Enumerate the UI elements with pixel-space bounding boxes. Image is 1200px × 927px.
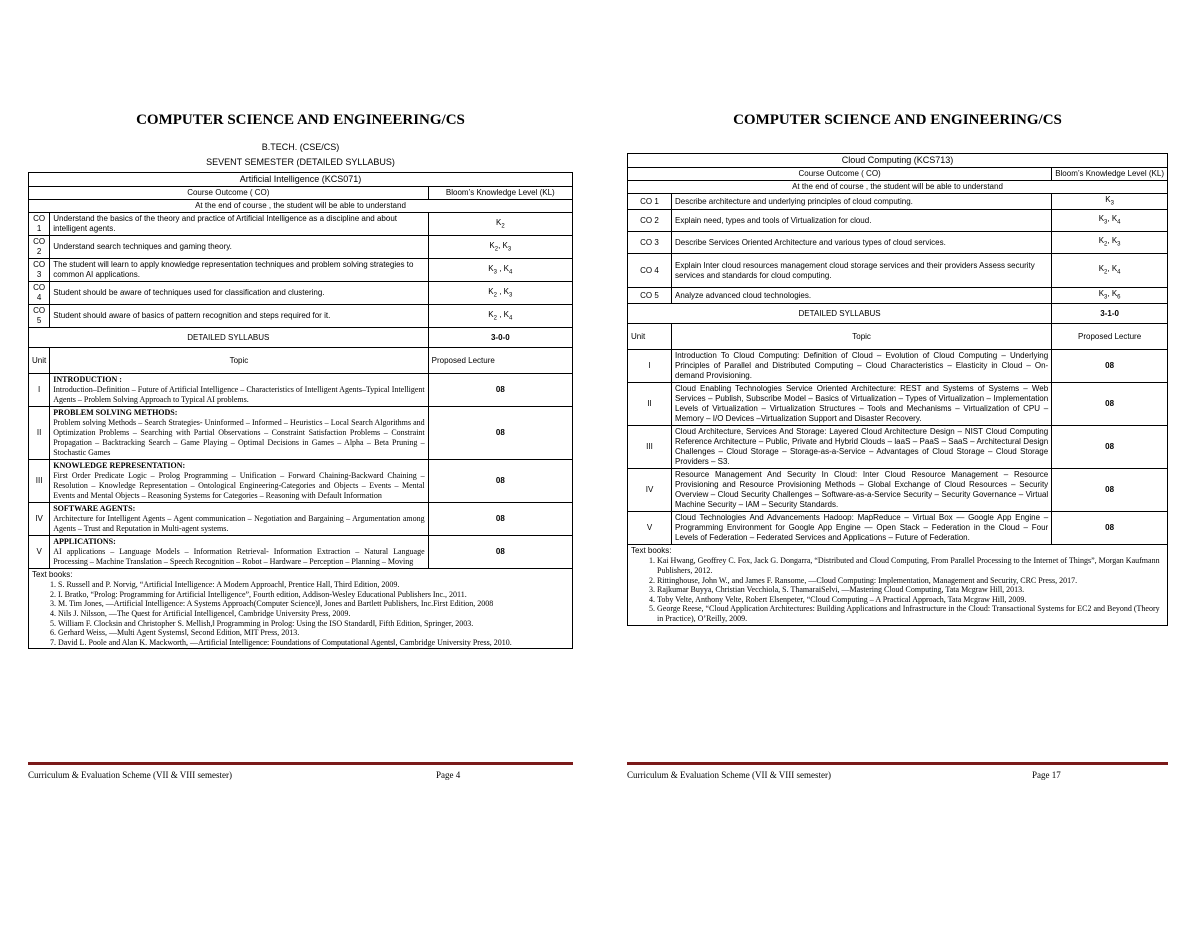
outcome-row xyxy=(29,282,573,305)
bloom-header-text: Bloom’s Knowledge Level (KL) xyxy=(445,188,555,198)
outcome-row xyxy=(29,213,573,236)
page-number: Page 17 xyxy=(1032,770,1061,780)
textbook-item: 2. Rittinghouse, John W., and James F. Ransome, ―Cloud Computing: Implementation, Management and Security, CRC Press, 2017. xyxy=(657,576,1164,586)
lecture-col-header: Proposed Lecture xyxy=(1052,324,1168,350)
unit-number: IV xyxy=(29,503,50,536)
textbooks-row xyxy=(628,545,1168,625)
unit-hours: 08 xyxy=(1052,426,1168,469)
knowledge-level xyxy=(428,282,572,305)
unit-number: I xyxy=(628,350,672,383)
unit-row xyxy=(628,469,1168,512)
detailed-label: DETAILED SYLLABUS xyxy=(628,304,1052,324)
textbook-item: 6. Gerhard Weiss, ―Multi Agent Systems‖, Second Edition, MIT Press, 2013. xyxy=(58,628,569,638)
kl-separator: , K xyxy=(496,286,509,296)
ltp-value: 3-0-0 xyxy=(428,328,572,348)
unit-number: V xyxy=(628,512,672,545)
unit-body: Architecture for Intelligent Agents – Agent communication – Negotiation and Bargaining – Argumentation among Agents – Trust and Reputation in Multi-agent systems. xyxy=(53,514,425,534)
textbook-item: 2. I. Bratko, “Prolog: Programming for Artificial Intelligence”, Fourth edition, Addison-Wesley Educational Publishers Inc., 2011. xyxy=(58,590,569,600)
unit-number: III xyxy=(29,460,50,503)
kl-base: K xyxy=(1098,236,1105,246)
unit-body: Introduction To Cloud Computing: Definition of Cloud – Evolution of Cloud Computing – Underlying Principles of Parallel and Distributed Computing – Cloud Characteristics – Elasticity in Cloud – On-demand Provisioning. xyxy=(675,351,1049,381)
unit-heading: APPLICATIONS: xyxy=(53,537,116,547)
unit-topic xyxy=(672,383,1052,426)
textbook-list xyxy=(631,556,1164,623)
kl-separator: , K xyxy=(1107,289,1118,299)
bloom-header xyxy=(428,187,572,200)
kl-separator: , K xyxy=(1107,264,1118,274)
kl-sub: 3 xyxy=(507,246,512,253)
unit-header-row xyxy=(628,324,1168,350)
outcome-id: CO 3 xyxy=(29,259,50,282)
outcome-row xyxy=(29,259,573,282)
unit-header-row xyxy=(29,348,573,374)
unit-hours: 08 xyxy=(428,536,572,569)
unit-body: Problem solving Methods – Search Strategies- Uninformed – Informed – Heuristics – Local Search Algorithms and Optimization Problems – Searching with Partial Observations – Constraint Satisfaction Problems – Constraint Propagation – Backtracking Search – Game Playing – Optimal Decisions in Games – Alpha – Beta Pruning – Stochastic Games xyxy=(53,418,425,458)
unit-topic xyxy=(50,503,428,536)
kl-base: K xyxy=(1105,195,1111,205)
kl-sub: 2 xyxy=(494,246,499,253)
kl-sub: 3 xyxy=(1117,241,1121,248)
unit-hours: 08 xyxy=(428,460,572,503)
department-heading: COMPUTER SCIENCE AND ENGINEERING/CS xyxy=(136,112,465,128)
bloom-header-text: Bloom’s Knowledge Level (KL) xyxy=(1055,169,1164,179)
unit-row xyxy=(29,503,573,536)
unit-topic xyxy=(672,426,1052,469)
unit-body: First Order Predicate Logic – Prolog Programming – Unification – Forward Chaining-Backward Chaining – Resolution – Knowledge Representation – Ontological Engineering-Categories and Objects – Events – Mental Events and Mental Objects – Reasoning Systems for Categories – Reasoning with Default Information xyxy=(53,471,425,501)
kl-sub: 3 xyxy=(493,269,497,276)
unit-topic xyxy=(50,536,428,569)
textbook-item: 5. George Reese, “Cloud Application Architectures: Building Applications and Infrastructure in the Cloud: Transactional Systems for EC2 and Beyond (Theory in Practice), O’Reilly, 2009. xyxy=(657,604,1164,623)
outcome-row xyxy=(29,236,573,259)
knowledge-level xyxy=(428,236,572,259)
course-title-row xyxy=(628,154,1168,168)
lecture-col-header: Proposed Lecture xyxy=(428,348,572,374)
unit-body: Cloud Architecture, Services And Storage: Layered Cloud Architecture Design – NIST Cloud Computing Reference Architecture – Public, Private and Hybrid Clouds – laaS – PaaS – SaaS – Architectural Design Challenges – Cloud Storage – Storage-as-a-Service – Advantages of Cloud Storage – Cloud Storage Providers – S3. xyxy=(675,427,1049,467)
kl-sub: 3 xyxy=(1104,219,1108,226)
outcome-id: CO 4 xyxy=(628,254,672,288)
unit-row xyxy=(29,536,573,569)
outcome-text: Describe Services Oriented Architecture and various types of cloud services. xyxy=(672,232,1052,254)
outcome-list xyxy=(628,194,1168,304)
outcome-header: Course Outcome ( CO) xyxy=(29,187,429,200)
intro-line: At the end of course , the student will be able to understand xyxy=(29,200,573,213)
kl-separator: , K xyxy=(1107,214,1118,224)
kl-separator: , K xyxy=(496,263,509,273)
textbooks-label: Text books: xyxy=(631,546,672,556)
semester-label: SEVENT SEMESTER (DETAILED SYLLABUS) xyxy=(206,157,395,167)
outcome-id: CO 1 xyxy=(628,194,672,210)
unit-heading: PROBLEM SOLVING METHODS: xyxy=(53,408,178,418)
unit-hours: 08 xyxy=(428,503,572,536)
outcome-text: Analyze advanced cloud technologies. xyxy=(672,288,1052,304)
detailed-label: DETAILED SYLLABUS xyxy=(29,328,429,348)
knowledge-level xyxy=(1052,288,1168,304)
unit-list xyxy=(29,374,573,569)
unit-col-header: Unit xyxy=(29,348,50,374)
textbooks-label: Text books: xyxy=(32,570,73,580)
outcome-header-row xyxy=(29,187,573,200)
topic-col-header: Topic xyxy=(50,348,428,374)
textbooks-row xyxy=(29,569,573,649)
kl-sub: 2 xyxy=(493,315,497,322)
kl-sub: 2 xyxy=(501,223,505,230)
outcome-id: CO 5 xyxy=(628,288,672,304)
outcome-id: CO 5 xyxy=(29,305,50,328)
unit-heading: KNOWLEDGE REPRESENTATION: xyxy=(53,461,186,471)
unit-hours: 08 xyxy=(1052,469,1168,512)
kl-base: K xyxy=(488,263,494,273)
ltp-value: 3-1-0 xyxy=(1052,304,1168,324)
outcome-row xyxy=(628,254,1168,288)
kl-sub: 3 xyxy=(509,292,513,299)
outcome-row xyxy=(628,288,1168,304)
kl-separator: , K xyxy=(496,309,509,319)
unit-hours: 08 xyxy=(1052,383,1168,426)
textbook-item: 7. David L. Poole and Alan K. Mackworth, ―Artificial Intelligence: Foundations of Computational Agents‖, Cambridge University Press, 2010. xyxy=(58,638,569,648)
footer-text: Curriculum & Evaluation Scheme (VII & VIII semester) xyxy=(28,770,233,780)
unit-body: AI applications – Language Models – Information Retrieval- Information Extraction – Natural Language Processing – Machine Translation – Speech Recognition – Robot – Hardware – Perception – Planning – Moving xyxy=(53,547,425,567)
outcome-text: The student will learn to apply knowledge representation techniques and problem solving strategies to common AI applications. xyxy=(50,259,428,282)
unit-number: II xyxy=(29,407,50,460)
unit-topic xyxy=(672,350,1052,383)
kl-base: K xyxy=(1098,264,1105,274)
unit-hours: 08 xyxy=(428,374,572,407)
kl-sub: 2 xyxy=(493,292,497,299)
unit-topic xyxy=(50,374,428,407)
outcome-row xyxy=(628,194,1168,210)
kl-base: K xyxy=(489,240,495,250)
textbook-item: 1. S. Russell and P. Norvig, “Artificial Intelligence: A Modern Approach‖, Prentice Hall, Third Edition, 2009. xyxy=(58,580,569,590)
outcome-text: Student should aware of basics of pattern recognition and steps required for it. xyxy=(50,305,428,328)
unit-body: Resource Management And Security In Cloud: Inter Cloud Resource Management – Resource Provisioning and Resource Provisioning Methods – Global Exchange of Cloud Resources – Security Overview – Cloud Security Challenges – Software-as-a-Service Security – Security Governance – Virtual Machine Security – IAM – Security Standards. xyxy=(675,470,1049,510)
unit-topic xyxy=(50,407,428,460)
kl-sub: 4 xyxy=(1117,219,1121,226)
kl-sub: 6 xyxy=(1117,294,1121,301)
unit-list xyxy=(628,350,1168,545)
ai-syllabus-table xyxy=(28,172,573,649)
unit-col-header: Unit xyxy=(628,324,672,350)
knowledge-level xyxy=(1052,210,1168,232)
unit-number: V xyxy=(29,536,50,569)
unit-row xyxy=(628,512,1168,545)
unit-hours: 08 xyxy=(428,407,572,460)
outcome-id: CO 2 xyxy=(29,236,50,259)
course-title: Artificial Intelligence (KCS071) xyxy=(29,173,573,187)
textbook-item: 5. William F. Clocksin and Christopher S. Mellish,‖ Programming in Prolog: Using the ISO Standard‖, Fifth Edition, Springer, 2003. xyxy=(58,619,569,629)
unit-topic xyxy=(672,512,1052,545)
kl-separator: , K xyxy=(1107,236,1118,246)
intro-line: At the end of course , the student will be able to understand xyxy=(628,181,1168,194)
outcome-id: CO 1 xyxy=(29,213,50,236)
unit-row xyxy=(628,350,1168,383)
unit-body: Cloud Technologies And Advancements Hadoop: MapReduce – Virtual Box — Google App Engine – Programming Environment for Google App Engine — Open Stack – Federation in the Cloud – Four Levels of Federation – Federated Services and Applications – Future of Federation. xyxy=(675,513,1049,543)
textbook-item: 3. Rajkumar Buyya, Christian Vecchiola, S. ThamaraiSelvi, ―Mastering Cloud Computing, Tata Mcgraw Hill, 2013. xyxy=(657,585,1164,595)
detailed-row xyxy=(29,328,573,348)
kl-sub: 3 xyxy=(1110,200,1114,207)
kl-base: K xyxy=(488,286,494,296)
textbook-item: 3. M. Tim Jones, ―Artificial Intelligence: A Systems Approach(Computer Science)‖, Jones and Bartlett Publishers, Inc.First Edition, 2008 xyxy=(58,599,569,609)
topic-col-header: Topic xyxy=(672,324,1052,350)
cloud-syllabus-table xyxy=(627,153,1168,626)
outcome-id: CO 3 xyxy=(628,232,672,254)
unit-hours: 08 xyxy=(1052,350,1168,383)
outcome-list xyxy=(29,213,573,328)
unit-number: I xyxy=(29,374,50,407)
kl-base: K xyxy=(495,217,502,227)
unit-hours: 08 xyxy=(1052,512,1168,545)
footer-text: Curriculum & Evaluation Scheme (VII & VIII semester) xyxy=(627,770,832,780)
kl-separator: , K xyxy=(498,240,508,250)
textbook-item: 1. Kai Hwang, Geoffrey C. Fox, Jack G. Dongarra, “Distributed and Cloud Computing, From Parallel Processing to the Internet of Things”, Morgan Kaufmann Publishers, 2012. xyxy=(657,556,1164,575)
unit-heading: SOFTWARE AGENTS: xyxy=(53,504,136,514)
intro-line-row xyxy=(628,181,1168,194)
kl-sub: 3 xyxy=(1104,294,1108,301)
outcome-row xyxy=(29,305,573,328)
course-title: Cloud Computing (KCS713) xyxy=(628,154,1168,168)
unit-number: II xyxy=(628,383,672,426)
outcome-text: Understand search techniques and gaming theory. xyxy=(50,236,428,259)
kl-base: K xyxy=(1098,214,1105,224)
unit-body: Cloud Enabling Technologies Service Oriented Architecture: REST and Systems of Systems – Web Services – Publish, Subscribe Model – Basics of Virtualization – Types of Virtualization – Implementation Levels of Virtualization – Virtualization Structures – Tools and Mechanisms – Virtualization of CPU – Memory – I/O Devices –Virtualization Support and Disaster Recovery. xyxy=(675,384,1049,424)
kl-base: K xyxy=(1098,289,1105,299)
footer-rule xyxy=(627,762,1168,765)
knowledge-level xyxy=(428,213,572,236)
textbook-item: 4. Nils J. Nilsson, ―The Quest for Artificial Intelligence‖, Cambridge University Press, 2009. xyxy=(58,609,569,619)
unit-row xyxy=(628,383,1168,426)
knowledge-level xyxy=(1052,232,1168,254)
textbooks-cell xyxy=(628,545,1168,625)
knowledge-level xyxy=(428,259,572,282)
kl-sub: 4 xyxy=(509,269,513,276)
program-label: B.TECH. (CSE/CS) xyxy=(261,142,340,152)
outcome-text: Explain need, types and tools of Virtualization for cloud. xyxy=(672,210,1052,232)
outcome-id: CO 2 xyxy=(628,210,672,232)
bloom-header xyxy=(1052,168,1168,181)
unit-row xyxy=(29,374,573,407)
outcome-row xyxy=(628,210,1168,232)
unit-number: III xyxy=(628,426,672,469)
page-number: Page 4 xyxy=(436,770,461,780)
textbooks-cell xyxy=(29,569,573,649)
kl-sub: 2 xyxy=(1104,269,1108,276)
detailed-row xyxy=(628,304,1168,324)
unit-body: Introduction–Definition – Future of Artificial Intelligence – Characteristics of Intelligent Agents–Typical Intelligent Agents – Problem Solving Approach to Typical AI problems. xyxy=(53,385,425,405)
outcome-id: CO 4 xyxy=(29,282,50,305)
outcome-text: Student should be aware of techniques used for classification and clustering. xyxy=(50,282,428,305)
kl-base: K xyxy=(488,309,494,319)
unit-row xyxy=(628,426,1168,469)
unit-row xyxy=(29,460,573,503)
outcome-row xyxy=(628,232,1168,254)
outcome-header-row xyxy=(628,168,1168,181)
unit-heading: INTRODUCTION : xyxy=(53,375,122,385)
knowledge-level xyxy=(1052,194,1168,210)
course-title-row xyxy=(29,173,573,187)
knowledge-level xyxy=(1052,254,1168,288)
outcome-text: Explain Inter cloud resources management cloud storage services and their providers Assess security services and standards for cloud computing. xyxy=(672,254,1052,288)
intro-line-row xyxy=(29,200,573,213)
footer-rule xyxy=(28,762,573,765)
outcome-text: Understand the basics of the theory and practice of Artificial Intelligence as a discipline and about intelligent agents. xyxy=(50,213,428,236)
kl-sub: 4 xyxy=(509,315,513,322)
knowledge-level xyxy=(428,305,572,328)
unit-row xyxy=(29,407,573,460)
department-heading: COMPUTER SCIENCE AND ENGINEERING/CS xyxy=(733,112,1062,128)
unit-topic xyxy=(50,460,428,503)
outcome-text: Describe architecture and underlying principles of cloud computing. xyxy=(672,194,1052,210)
kl-sub: 2 xyxy=(1104,241,1108,248)
textbook-list xyxy=(32,580,569,647)
unit-number: IV xyxy=(628,469,672,512)
unit-topic xyxy=(672,469,1052,512)
textbook-item: 4. Toby Velte, Anthony Velte, Robert Elsenpeter, “Cloud Computing – A Practical Approach, Tata Mcgraw Hill, 2009. xyxy=(657,595,1164,605)
outcome-header: Course Outcome ( CO) xyxy=(628,168,1052,181)
kl-sub: 4 xyxy=(1117,269,1121,276)
